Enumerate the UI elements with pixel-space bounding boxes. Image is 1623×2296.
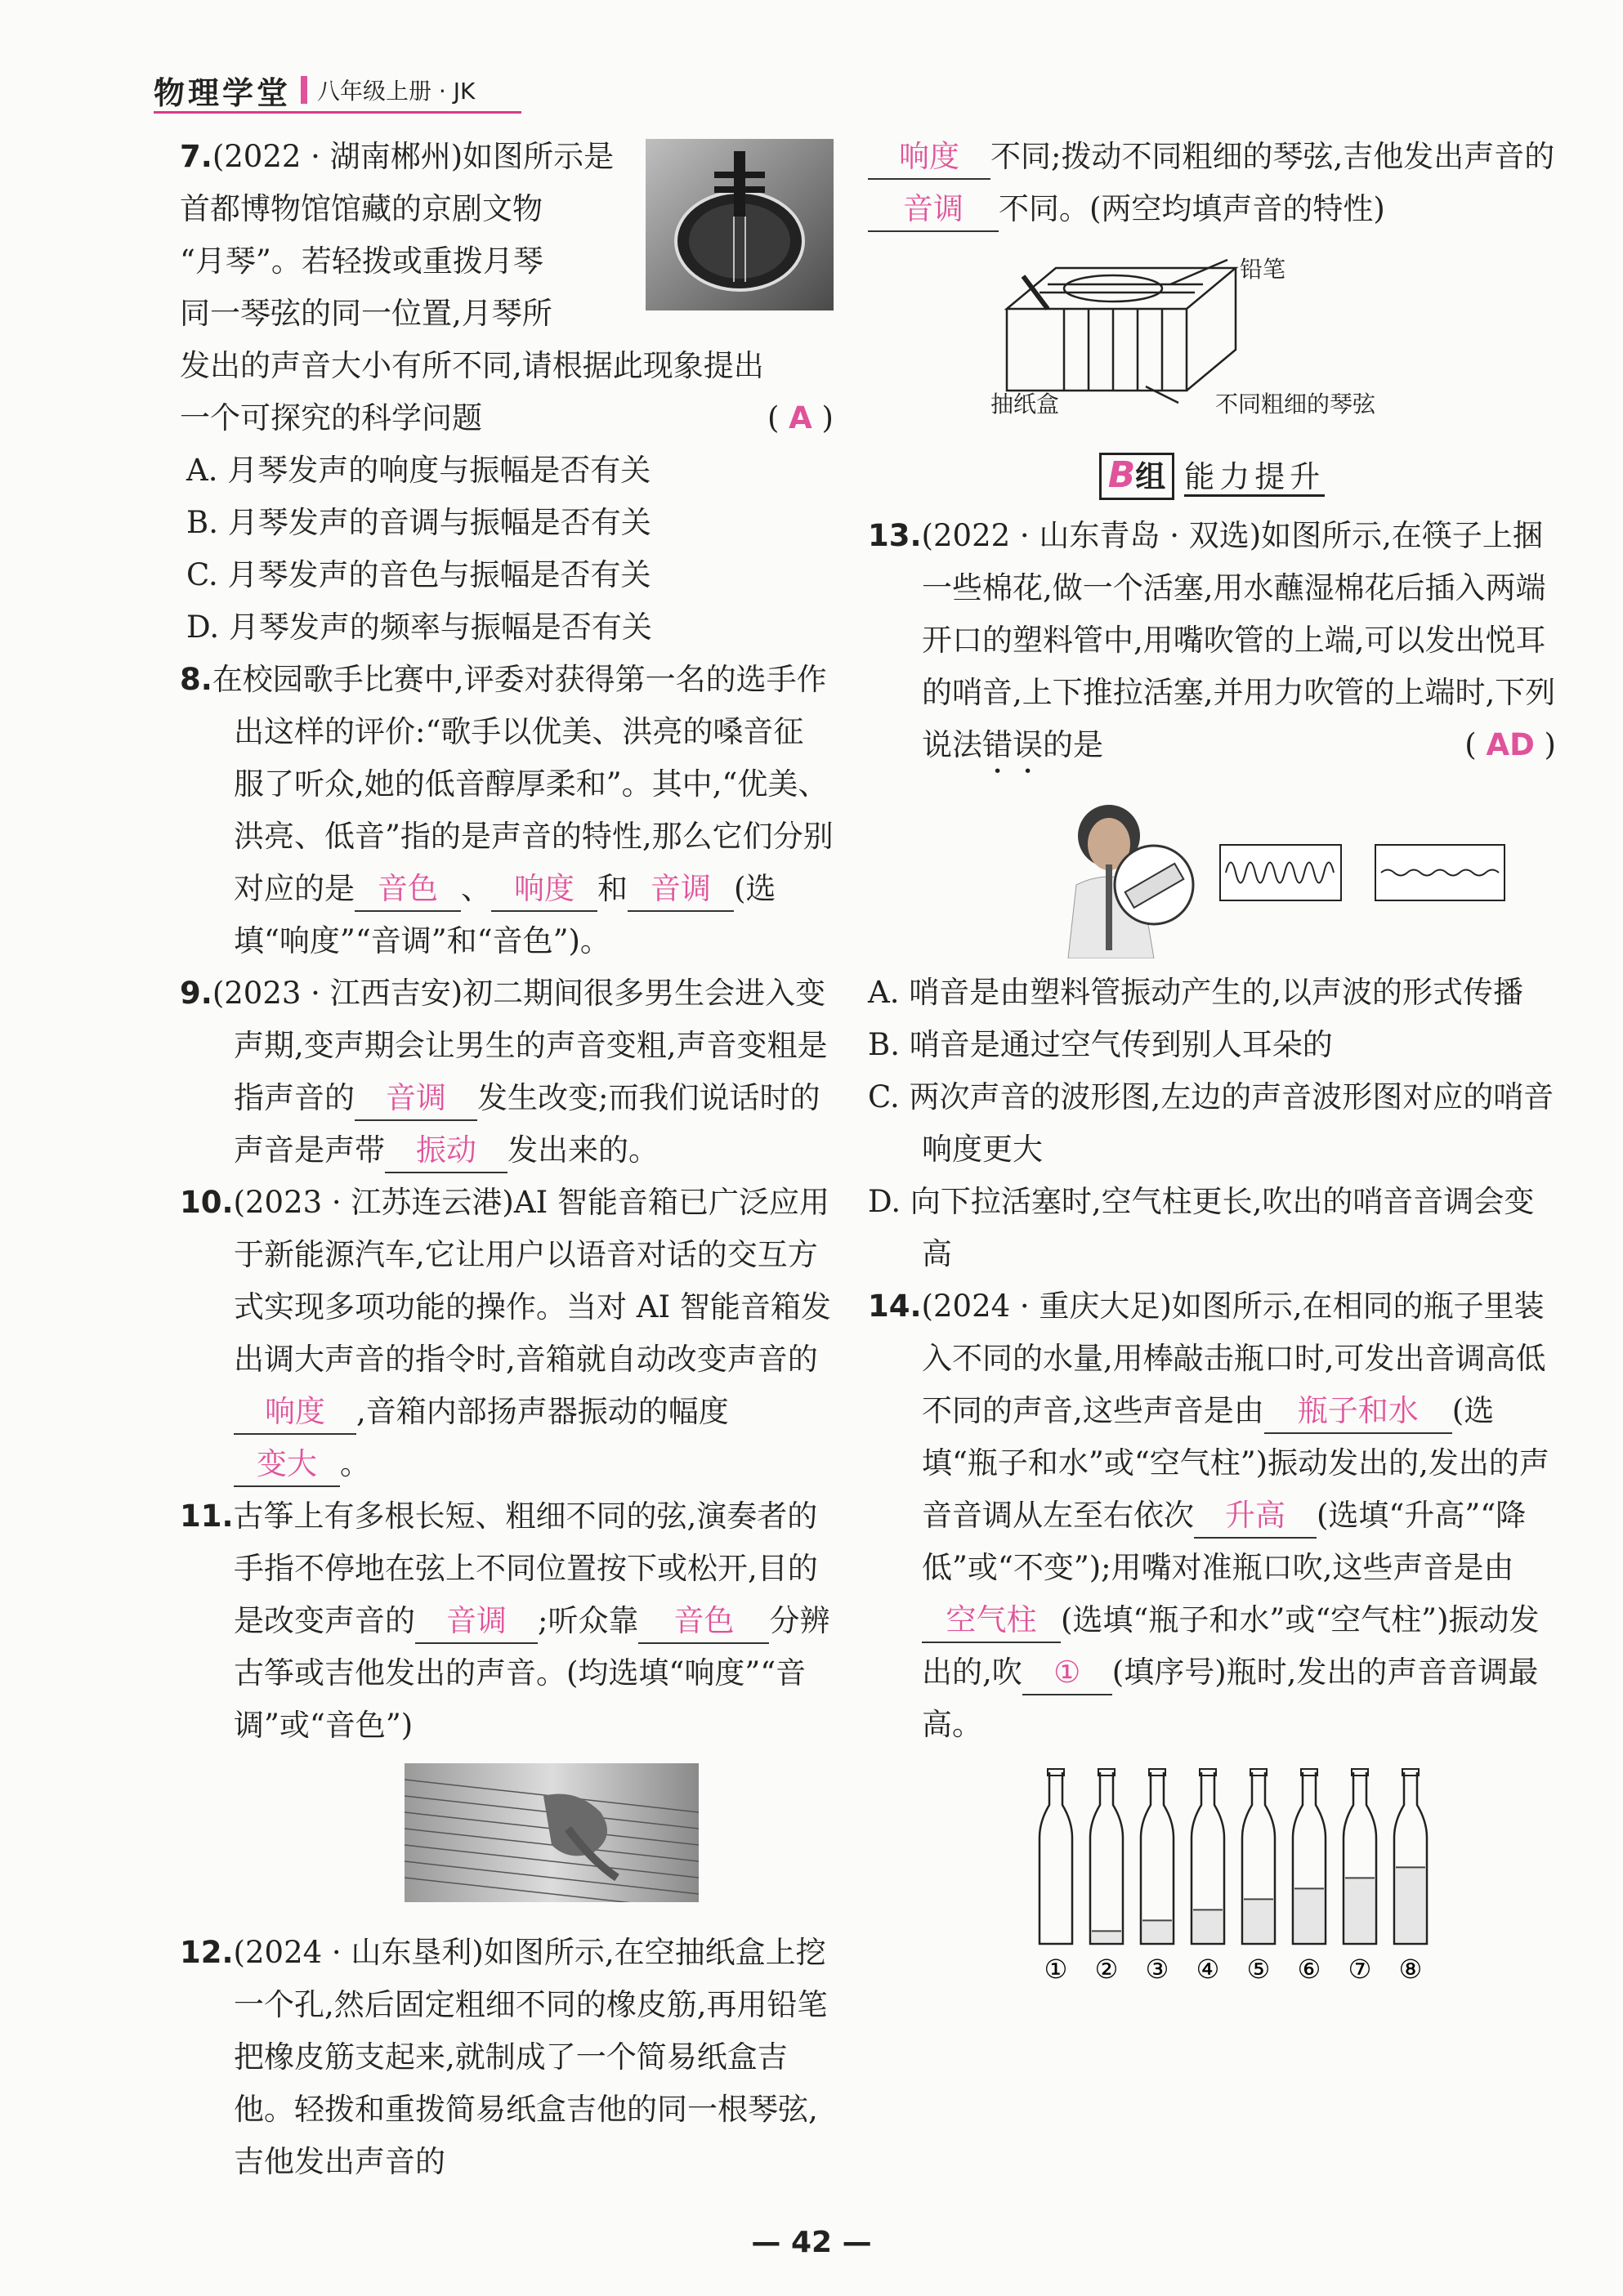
q7-option-c: C. 月琴发声的音色与振幅是否有关 <box>186 557 651 592</box>
q8-sep-1: 、 <box>461 871 491 906</box>
waveform-left <box>1219 844 1342 901</box>
bottle-water-4 <box>1193 1910 1223 1942</box>
tissue-box-guitar-figure <box>868 243 1556 431</box>
group-letter: B <box>1107 454 1136 496</box>
group-badge-text: 组 <box>1135 459 1166 494</box>
q11-number: 11. <box>180 1499 234 1534</box>
q8-blank-1: 音色 <box>355 868 461 912</box>
bottle-outline-3 <box>1141 1772 1174 1944</box>
question-14 <box>868 1280 1556 1751</box>
bottle-label-7: ⑦ <box>1348 1954 1372 1985</box>
q11-blank-1: 音调 <box>415 1600 538 1644</box>
bottle-water-3 <box>1142 1920 1172 1942</box>
q13-option-a: A. 哨音是由塑料管振动产生的,以声波的形式传播 <box>868 975 1524 1010</box>
q14-blank-4: ① <box>1022 1651 1112 1695</box>
right-column <box>868 131 1556 1993</box>
bottle-1 <box>1040 1769 1072 1985</box>
q13-number: 13. <box>868 518 922 553</box>
figure-label-box: 抽纸盒 <box>990 391 1060 418</box>
bottle-water-5 <box>1244 1899 1273 1942</box>
q13-text-1: (2022 · 山东青岛 · 双选)如图所示,在筷子上捆一些棉花,做一个活塞,用水蘸湿棉花后插入两端开口的塑料管中,用嘴吹管的上端,可以发出悦耳的哨音,上下推拉活塞,并用力吹管的上端时,下列说法 <box>921 518 1556 762</box>
yueqin-photo <box>646 139 834 310</box>
group-title: 能力提升 <box>1184 459 1325 497</box>
group-b-header <box>868 451 1556 503</box>
page-number: — 42 — <box>751 2226 872 2259</box>
book-brand: 物理学堂 <box>154 74 292 111</box>
q12-text-2: 不同;拨动不同粗细的琴弦,吉他发出声音的 <box>990 139 1555 174</box>
q10-text-2: ,音箱内部扬声器振动的幅度 <box>356 1394 729 1429</box>
q9-text-1: (2023 · 江西吉安)初二期间很多男生会进入变声期,变声期会让男生的声音变粗,声音变粗是指声音的 <box>212 976 828 1115</box>
q9-number: 9. <box>180 976 212 1011</box>
q8-blank-3: 音调 <box>628 868 734 912</box>
question-10 <box>180 1177 834 1490</box>
bottle-label-8: ⑧ <box>1398 1954 1423 1985</box>
bottle-7 <box>1344 1769 1376 1985</box>
q10-text-1: (2023 · 江苏连云港)AI 智能音箱已广泛应用于新能源汽车,它让用户以语音对话的交互方式实现多项功能的操作。当对 AI 智能音箱发出调大声音的指令时,音箱就自动改变声音的 <box>233 1185 831 1377</box>
q14-text-3: (选填“升高”“降低”或“不变”);用嘴对准瓶口吹,这些声音是由 <box>922 1498 1527 1585</box>
q9-blank-1: 音调 <box>355 1077 477 1121</box>
q9-text-2: 发生改变;而我们说话时的声音是声带 <box>234 1080 820 1168</box>
q13-answer-bracket: ( AD ) <box>1464 727 1556 762</box>
q7-line-6: 一个可探究的科学问题 <box>180 400 482 436</box>
q11-text-2: ;听众靠 <box>538 1603 639 1638</box>
guzheng-photo <box>405 1763 699 1902</box>
girl-whistle-photo <box>1031 795 1195 958</box>
q13-option-c: C. 两次声音的波形图,左边的声音波形图对应的哨音响度更大 <box>868 1079 1554 1167</box>
q11-blank-2: 音色 <box>638 1600 769 1644</box>
q7-line-2: 首都博物馆馆藏的京剧文物 <box>180 191 543 226</box>
question-12 <box>180 1927 834 2188</box>
bottle-label-4: ④ <box>1196 1954 1220 1985</box>
q12-blank-2: 音调 <box>868 188 999 232</box>
question-7 <box>180 131 834 654</box>
header-divider <box>301 76 307 104</box>
question-13 <box>868 510 1556 780</box>
bottle-label-2: ② <box>1094 1954 1119 1985</box>
q7-option-b: B. 月琴发声的音调与振幅是否有关 <box>186 505 651 540</box>
q14-text-4: (选填“瓶子和水”或“空气柱”)振动发出的,吹 <box>922 1602 1540 1690</box>
q14-blank-1: 瓶子和水 <box>1264 1390 1452 1434</box>
bottle-3 <box>1141 1769 1174 1985</box>
bottle-2 <box>1090 1769 1123 1985</box>
q11-text-3: 分辨古筝或吉他发出的声音。(均选填“响度”“音调”或“音色”) <box>234 1603 830 1743</box>
bottles-drawing <box>1015 1764 1440 1993</box>
bottle-water-6 <box>1294 1888 1324 1942</box>
question-8 <box>180 654 834 967</box>
figure-label-pencil: 铅笔 <box>1240 256 1286 283</box>
bottle-label-1: ① <box>1044 1954 1068 1985</box>
q10-blank-1: 响度 <box>234 1391 356 1435</box>
group-badge <box>1099 453 1175 500</box>
left-column <box>180 131 834 2188</box>
q12-blank-1: 响度 <box>868 136 990 180</box>
q14-text-2: (选填“瓶子和水”或“空气柱”)振动发出的,发出的声音音调从左至右依次 <box>922 1393 1549 1533</box>
figure-label-strings: 不同粗细的琴弦 <box>1215 391 1376 418</box>
bottle-label-3: ③ <box>1145 1954 1169 1985</box>
q7-line-4: 同一琴弦的同一位置,月琴所 <box>180 296 552 331</box>
q13-emphasis: 错误 <box>982 727 1043 762</box>
bottle-outline-1 <box>1040 1772 1072 1944</box>
q13-text-2: 的是 <box>1043 727 1103 762</box>
q13-answer: AD <box>1486 727 1535 762</box>
q7-answer: A <box>789 400 812 436</box>
bottle-5 <box>1242 1769 1275 1985</box>
bottle-8 <box>1394 1769 1427 1985</box>
q8-blank-2: 响度 <box>491 868 597 912</box>
book-volume: 八年级上册 · JK <box>317 78 476 105</box>
q14-blank-2: 升高 <box>1194 1494 1317 1539</box>
q9-blank-2: 振动 <box>385 1129 507 1173</box>
bottle-label-6: ⑥ <box>1297 1954 1321 1985</box>
q7-line-1: (2022 · 湖南郴州)如图所示是 <box>212 139 615 174</box>
bottle-4 <box>1192 1769 1224 1985</box>
q14-blank-3: 空气柱 <box>922 1599 1061 1643</box>
q14-number: 14. <box>868 1289 922 1324</box>
whistle-figure <box>868 795 1556 958</box>
q8-number: 8. <box>180 662 212 697</box>
header-rule <box>154 111 521 114</box>
bottle-outline-2 <box>1090 1772 1123 1944</box>
q8-text-2: (选填“响度”“音调”和“音色”)。 <box>234 871 776 958</box>
q12-text-1: (2024 · 山东垦利)如图所示,在空抽纸盒上挖一个孔,然后固定粗细不同的橡皮筋,再用铅笔把橡皮筋支起来,就制成了一个简易纸盒吉他。轻拨和重拨简易纸盒吉他的同一根琴弦,吉他发出声音的 <box>233 1935 828 2179</box>
q9-text-3: 发出来的。 <box>507 1132 659 1168</box>
q7-answer-bracket: ( A ) <box>767 400 834 436</box>
q12-continued <box>868 131 1556 235</box>
q10-number: 10. <box>180 1185 234 1220</box>
q7-option-a: A. 月琴发声的响度与振幅是否有关 <box>186 453 651 488</box>
bottle-water-7 <box>1345 1878 1375 1942</box>
q10-text-3: 。 <box>340 1446 370 1481</box>
q7-number: 7. <box>180 139 212 174</box>
bottle-water-8 <box>1396 1867 1425 1942</box>
page-header <box>154 72 476 111</box>
q8-text-1: 在校园歌手比赛中,评委对获得第一名的选手作出这样的评价:“歌手以优美、洪亮的嗓音征服了听众,她的低音醇厚柔和”。其中,“优美、洪亮、低音”指的是声音的特性,那么它们分别对应的是 <box>212 662 834 906</box>
q11-text-1: 古筝上有多根长短、粗细不同的弦,演奏者的手指不停地在弦上不同位置按下或松开,目的是改变声音的 <box>233 1499 818 1638</box>
q12-text-3: 不同。(两空均填声音的特性) <box>999 191 1385 226</box>
q7-line-5: 发出的声音大小有所不同,请根据此现象提出 <box>180 348 764 383</box>
question-11 <box>180 1490 834 1752</box>
bottle-water-2 <box>1092 1931 1121 1942</box>
bottle-6 <box>1293 1769 1326 1985</box>
question-9 <box>180 967 834 1177</box>
q13-option-d: D. 向下拉活塞时,空气柱更长,吹出的哨音音调会变高 <box>868 1184 1535 1271</box>
q8-sep-2: 和 <box>597 871 628 906</box>
q14-text-5: (填序号)瓶时,发出的声音音调最高。 <box>922 1655 1539 1742</box>
q7-line-3: “月琴”。若轻拨或重拨月琴 <box>180 243 543 279</box>
waveform-right <box>1375 844 1505 901</box>
q10-blank-2: 变大 <box>234 1443 340 1487</box>
q13-option-b: B. 哨音是通过空气传到别人耳朵的 <box>868 1027 1333 1062</box>
q14-text-1: (2024 · 重庆大足)如图所示,在相同的瓶子里装入不同的水量,用棒敲击瓶口时,可发出音调高低不同的声音,这些声音是由 <box>921 1289 1546 1428</box>
q7-option-d: D. 月琴发声的频率与振幅是否有关 <box>186 610 652 645</box>
q12-number: 12. <box>180 1935 234 1970</box>
bottles-figure <box>868 1764 1556 1993</box>
bottle-label-5: ⑤ <box>1246 1954 1271 1985</box>
